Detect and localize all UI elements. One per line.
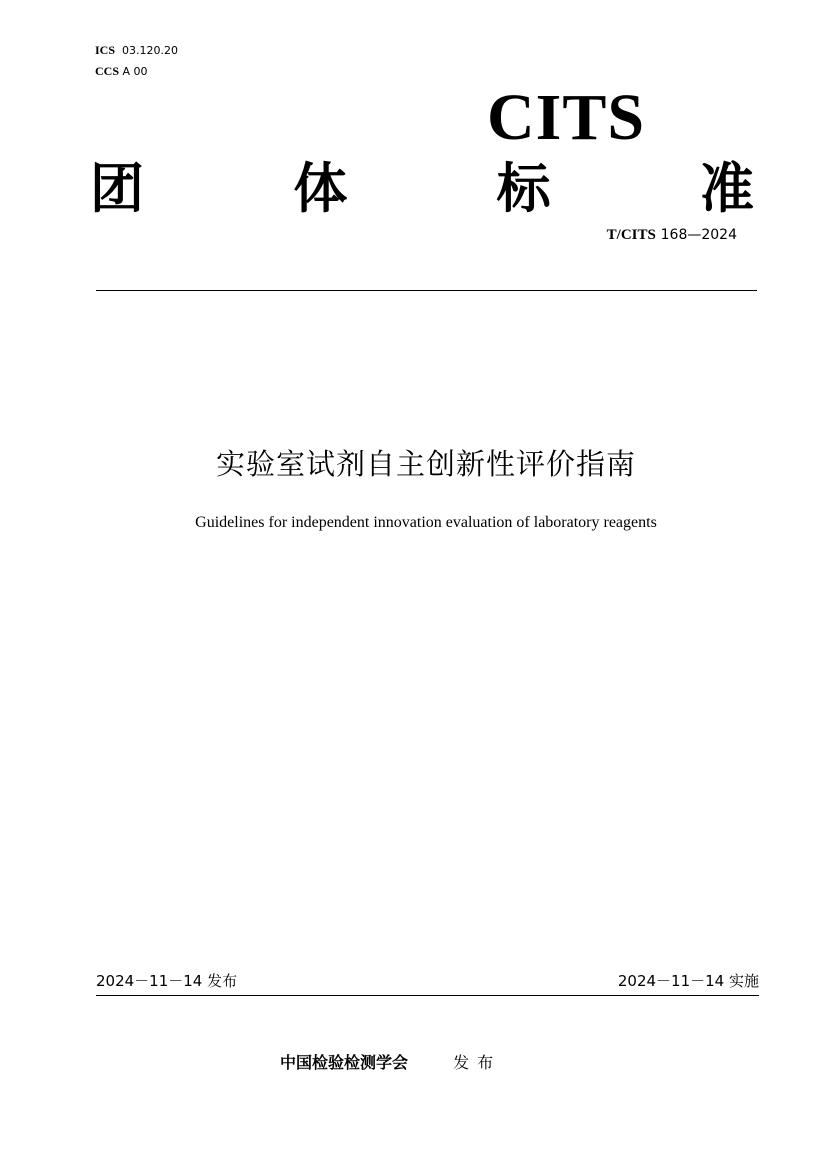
standard-type-char: 准	[699, 156, 754, 220]
publisher-name: 中国检验检测学会	[280, 1053, 409, 1072]
document-title-en: Guidelines for independent innovation evaluation of laboratory reagents	[195, 514, 657, 531]
ics-code	[95, 40, 178, 61]
publisher-action: 发布	[453, 1053, 502, 1072]
org-abbreviation: CITS	[487, 81, 646, 154]
standard-number-value: 168—2024	[660, 227, 737, 243]
document-title-cn: 实验室试剂自主创新性评价指南	[215, 447, 636, 481]
ics-value: 03.120.20	[122, 44, 178, 57]
standard-type-char: 团	[90, 156, 144, 220]
implement-date: 2024－11－14 实施	[617, 972, 759, 990]
ccs-label: CCS	[95, 64, 120, 78]
standard-type-heading	[90, 156, 754, 220]
standard-type-char: 标	[496, 156, 551, 220]
publish-date: 2024－11－14 发布	[96, 972, 238, 990]
standard-type-char: 体	[293, 156, 348, 220]
ics-label: ICS	[95, 43, 116, 57]
standard-number	[607, 224, 737, 245]
ccs-value: A 00	[122, 65, 148, 78]
publisher-line	[280, 1050, 501, 1076]
classification-codes	[95, 40, 178, 82]
bottom-divider	[96, 995, 759, 996]
standard-number-prefix: T/CITS	[606, 227, 656, 243]
top-divider	[96, 290, 757, 291]
ccs-code	[95, 61, 178, 82]
